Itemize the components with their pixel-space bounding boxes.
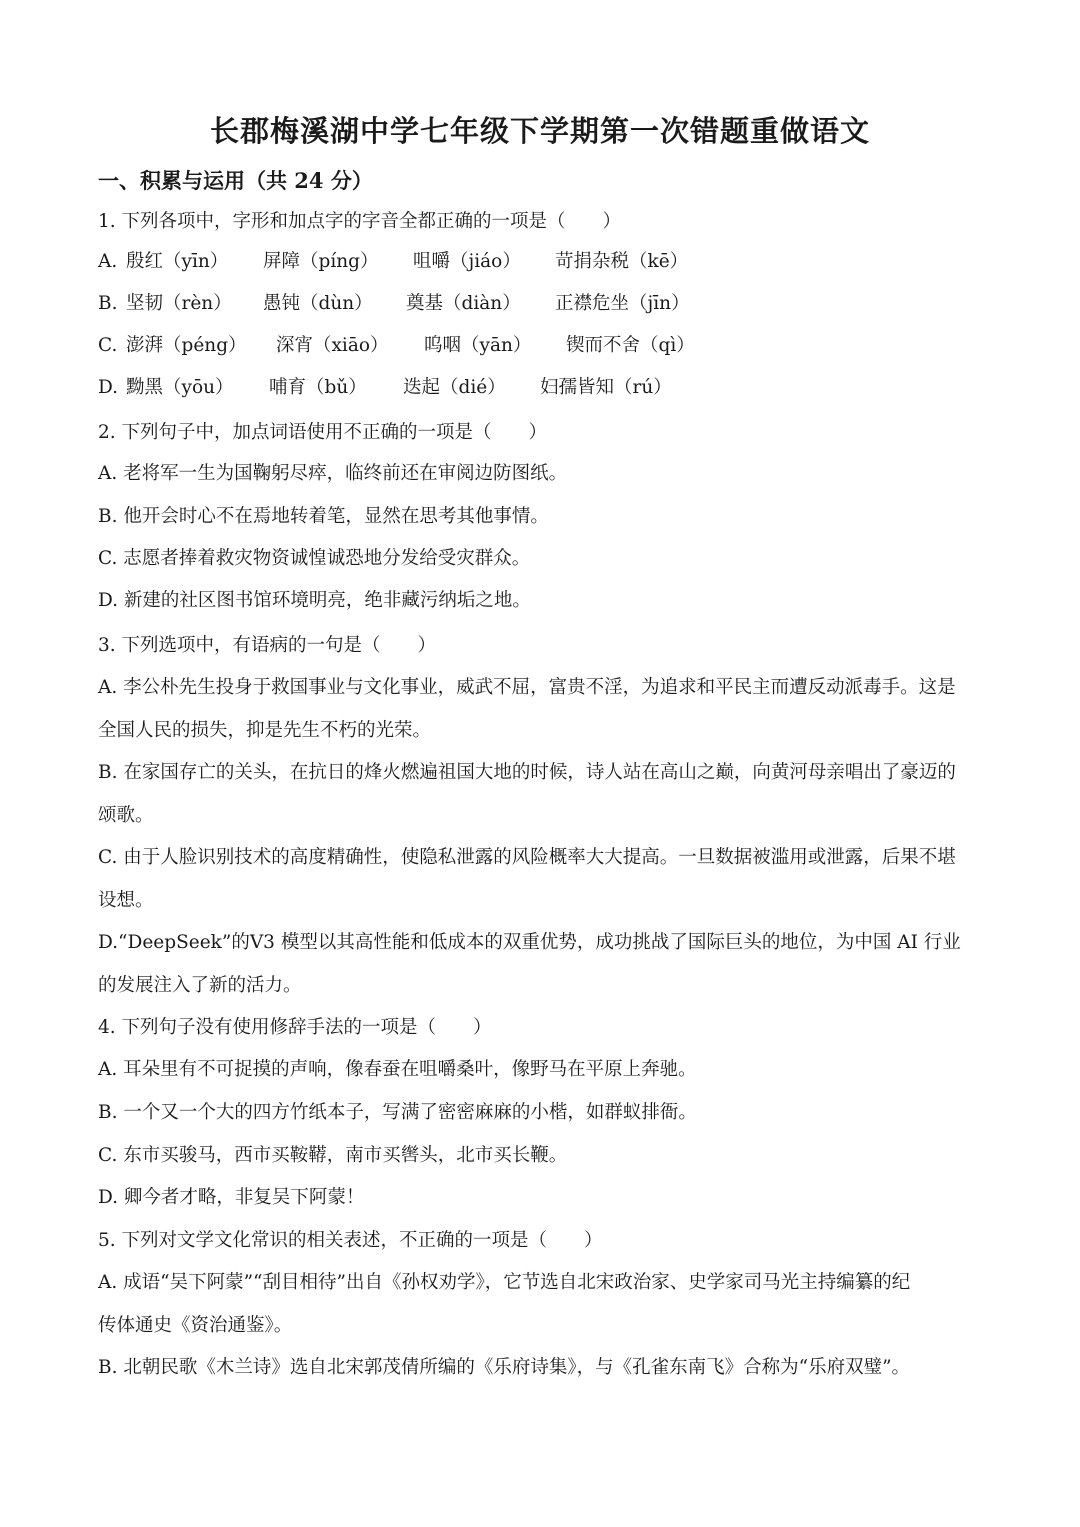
option-item: 深宵（xiāo） <box>276 335 389 356</box>
question-1-stem: 1. 下列各项中，字形和加点字的字音全都正确的一项是（ ） <box>98 211 622 232</box>
option-item: 哺育（bǔ） <box>269 377 367 398</box>
question-4-stem: 4. 下列句子没有使用修辞手法的一项是（ ） <box>98 1017 492 1038</box>
question-5-option-a-line-1: A. 成语“吴下阿蒙”“刮目相待”出自《孙权劝学》，它节选自北宋政治家、史学家司马光主持编纂的纪 <box>98 1272 911 1293</box>
option-letter: D. <box>98 377 119 398</box>
question-2-stem: 2. 下列句子中，加点词语使用不正确的一项是（ ） <box>98 422 548 443</box>
question-4-option-a: A. 耳朵里有不可捉摸的声响，像春蚕在咀嚼桑叶，像野马在平原上奔驰。 <box>98 1059 697 1080</box>
question-4-option-b: B. 一个又一个大的四方竹纸本子，写满了密密麻麻的小楷，如群蚁排衙。 <box>98 1102 697 1123</box>
option-item: 呜咽（yān） <box>424 335 532 356</box>
option-letter: B. <box>98 293 118 314</box>
question-2-option-c: C. 志愿者捧着救灾物资诚惶诚恐地分发给受灾群众。 <box>98 548 531 569</box>
question-3-option-d-line-2: 的发展注入了新的活力。 <box>98 975 302 996</box>
question-3-option-d-line-1: D.“DeepSeek”的V3 模型以其高性能和低成本的双重优势，成功挑战了国际巨头的地位，为中国 AI 行业 <box>98 932 961 953</box>
question-2-option-d: D. 新建的社区图书馆环境明亮，绝非藏污纳垢之地。 <box>98 590 531 611</box>
option-item: 屏障（píng） <box>263 251 379 272</box>
option-item: 正襟危坐（jīn） <box>555 293 690 314</box>
question-3-option-a-line-1: A. 李公朴先生投身于救国事业与文化事业，威武不屈，富贵不淫，为追求和平民主而遭反动派毒手。这是 <box>98 677 956 698</box>
option-item: 澎湃（péng） <box>126 335 247 356</box>
question-3-option-c-line-2: 设想。 <box>98 890 154 911</box>
option-item: 苛捐杂税（kē） <box>555 251 689 272</box>
option-item: 奠基（diàn） <box>406 293 521 314</box>
question-4-option-c: C. 东市买骏马，西市买鞍鞯，南市买辔头，北市买长鞭。 <box>98 1145 568 1166</box>
question-3-stem: 3. 下列选项中，有语病的一句是（ ） <box>98 635 437 656</box>
option-item: 妇孺皆知（rú） <box>540 377 672 398</box>
option-letter: C. <box>98 335 118 356</box>
option-item: 愚钝（dùn） <box>263 293 373 314</box>
option-item: 迭起（dié） <box>403 377 506 398</box>
section-heading: 一、积累与运用（共 24 分） <box>98 168 373 193</box>
question-3-option-c-line-1: C. 由于人脸识别技术的高度精确性，使隐私泄露的风险概率大大提高。一旦数据被滥用或泄露，后果不堪 <box>98 847 956 868</box>
question-5-option-a-line-2: 传体通史《资治通鉴》。 <box>98 1315 293 1336</box>
question-3-option-b-line-1: B. 在家国存亡的关头，在抗日的烽火燃遍祖国大地的时候，诗人站在高山之巅，向黄河母亲唱出了豪迈的 <box>98 762 956 783</box>
question-3-option-b-line-2: 颂歌。 <box>98 805 154 826</box>
question-2-option-a: A. 老将军一生为国鞠躬尽瘁，临终前还在审阅边防图纸。 <box>98 463 568 484</box>
question-4-option-d: D. 卿今者才略，非复吴下阿蒙！ <box>98 1187 365 1208</box>
question-3-option-a-line-2: 全国人民的损失，抑是先生不朽的光荣。 <box>98 720 432 741</box>
option-item: 锲而不舍（qì） <box>566 335 695 356</box>
question-5-stem: 5. 下列对文学文化常识的相关表述，不正确的一项是（ ） <box>98 1230 603 1251</box>
option-item: 坚韧（rèn） <box>126 293 232 314</box>
exam-title: 长郡梅溪湖中学七年级下学期第一次错题重做语文 <box>209 114 870 148</box>
question-5-option-b: B. 北朝民歌《木兰诗》选自北宋郭茂倩所编的《乐府诗集》，与《孔雀东南飞》合称为“乐府双璧”。 <box>98 1357 911 1378</box>
option-item: 殷红（yīn） <box>126 251 229 272</box>
question-2-option-b: B. 他开会时心不在焉地转着笔，显然在思考其他事情。 <box>98 506 549 527</box>
option-item: 咀嚼（jiáo） <box>413 251 521 272</box>
option-letter: A. <box>98 251 118 272</box>
option-item: 黝黑（yōu） <box>126 377 234 398</box>
